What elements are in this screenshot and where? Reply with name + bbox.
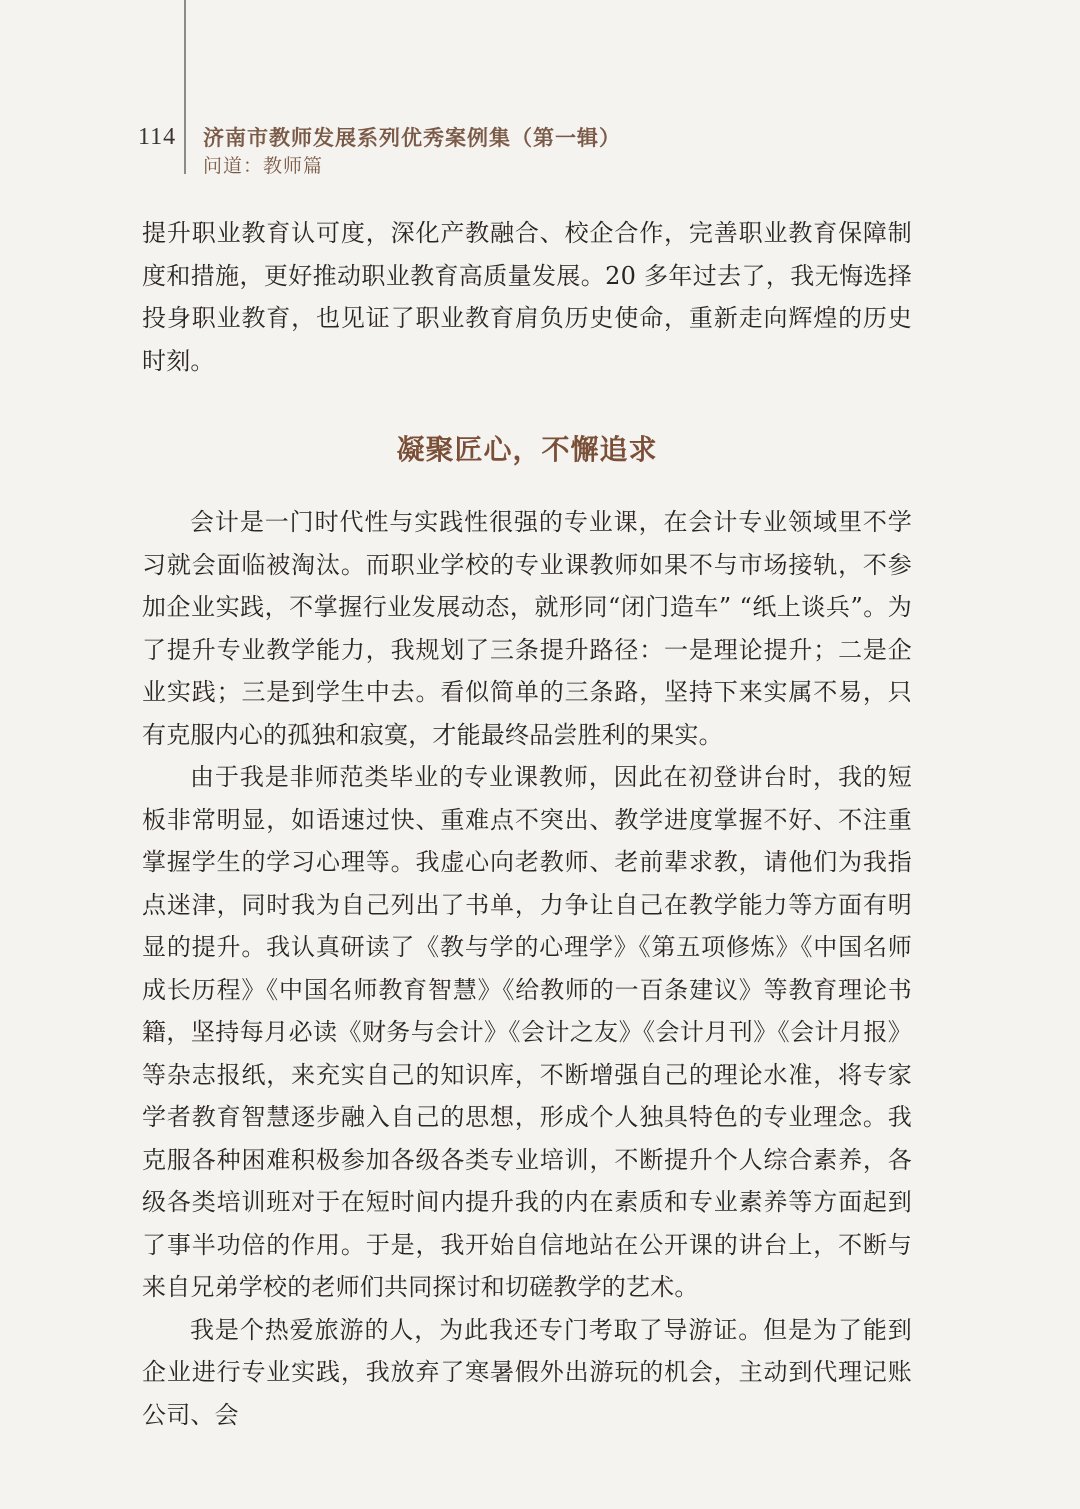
paragraph: 我是个热爱旅游的人，为此我还专门考取了导游证。但是为了能到企业进行专业实践，我放弃了寒暑假外出游玩的机会，主动到代理记账公司、会 <box>142 1315 912 1429</box>
header-divider-line <box>184 0 186 174</box>
chapter-heading: 凝聚匠心，不懈追求 <box>396 433 658 466</box>
section-title: 问道：教师篇 <box>203 155 324 177</box>
paragraph: 由于我是非师范类毕业的专业课教师，因此在初登讲台时，我的短板非常明显，如语速过快、重难点不突出、教学进度掌握不好、不注重掌握学生的学习心理等。我虚心向老教师、老前辈求教，请他们为我指点迷津，同时我为自己列出了书单，力争让自己在教学能力等方面有明显的提升。我认真研读了《教与学的心理学》《第五项修炼》《中国名师成长历程》《中国名师教育智慧》《给教师的一百条建议》等教育理论书籍，坚持每月必读《财务与会计》《会计之友》《会计月刊》《会计月报》等杂志报纸，来充实自己的知识库，不断增强自己的理论水准，将专家学者教育智慧逐步融入自己的思想，形成个人独具特色的专业理念。我克服各种困难积极参加各级各类专业培训，不断提升个人综合素养，各级各类培训班对于在短时间内提升我的内在素质和专业素养等方面起到了事半功倍的作用。于是，我开始自信地站在公开课的讲台上，不断与来自兄弟学校的老师们共同探讨和切磋教学的艺术。 <box>142 763 912 1301</box>
page-number: 114 <box>138 124 177 150</box>
paragraph: 会计是一门时代性与实践性很强的专业课，在会计专业领域里不学习就会面临被淘汰。而职业学校的专业课教师如果不与市场接轨，不参加企业实践，不掌握行业发展动态，就形同“闭门造车” “纸上谈兵”。为了提升专业教学能力，我规划了三条提升路径：一是理论提升；二是企业实践；三是到学生中去。看似简单的三条路，坚持下来实属不易，只有克服内心的孤独和寂寞，才能最终品尝胜利的果实。 <box>142 508 912 749</box>
paragraph-continued: 提升职业教育认可度，深化产教融合、校企合作，完善职业教育保障制度和措施，更好推动职业教育高质量发展。20 多年过去了，我无悔选择投身职业教育，也见证了职业教育肩负历史使命，重新走向辉煌的历史时刻。 <box>142 219 912 375</box>
series-title: 济南市教师发展系列优秀案例集（第一辑） <box>203 125 621 150</box>
page-body <box>142 212 912 1436</box>
